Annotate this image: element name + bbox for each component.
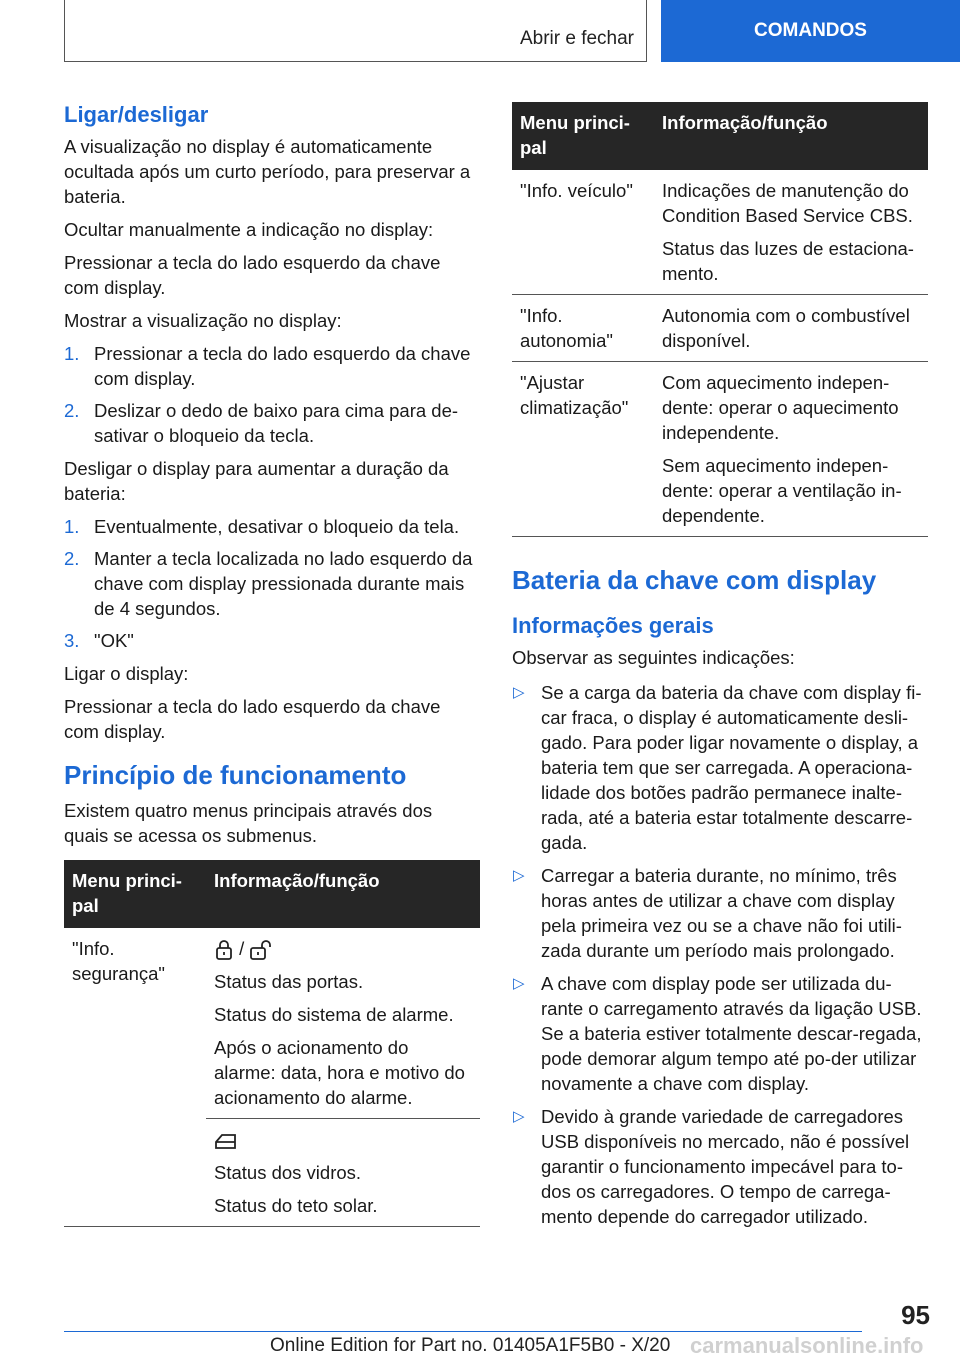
header-section-title: Abrir e fechar (519, 28, 634, 49)
list-text: Devido à grande variedade de carregadores USB disponíveis no mercado, não é possível garantir o funcionamento impecável para to-dos os carregadores. O tempo de carrega-mento depende do carregador utilizado. (541, 1106, 910, 1227)
list-number: 2. (64, 400, 80, 421)
icon-separator: / (239, 938, 245, 959)
bullet-triangle-icon: ▷ (513, 684, 525, 701)
table-row (64, 928, 480, 1119)
paragraph: Existem quatro menus principais através dos quais se acessa os submenus. (64, 800, 433, 846)
list-item (64, 398, 480, 448)
table-cell-menu: "Info. segurança" (72, 938, 165, 984)
list-item (512, 971, 928, 1096)
header-chapter-tab: COMANDOS (661, 0, 960, 62)
window-icon-line (214, 1127, 472, 1152)
list-text: Deslizar o dedo de baixo para cima para de-sativar o bloqueio da tecla. (94, 400, 459, 446)
bullet-triangle-icon: ▷ (513, 867, 525, 884)
info-line: Status das luzes de estaciona-mento. (662, 238, 914, 284)
table-cell-info (654, 170, 928, 295)
list-text: "OK" (94, 630, 134, 651)
info-line: Indicações de manutenção do Condition Based Service CBS. (662, 180, 913, 226)
paragraph: Ocultar manualmente a indicação no display: (64, 219, 434, 240)
table-header-info: Informação/função (654, 102, 928, 170)
info-line: Status do sistema de alarme. (214, 1004, 454, 1026)
bullet-triangle-icon: ▷ (513, 975, 525, 992)
menu-table-left (64, 860, 480, 1227)
list-number: 3. (64, 630, 80, 651)
list-item (512, 1104, 928, 1229)
footer-edition: Online Edition for Part no. 01405A1F5B0 - X/20 (270, 1335, 671, 1356)
bullet-list (512, 680, 928, 1229)
heading-bateria-chave: Bateria da chave com display (512, 565, 877, 595)
paragraph: Observar as seguintes indicações: (512, 647, 795, 668)
info-line: Status das portas. (214, 971, 364, 993)
numbered-list-show-display (64, 341, 480, 448)
list-item (64, 341, 480, 391)
list-number: 1. (64, 343, 80, 364)
list-text: Carregar a bateria durante, no mínimo, três horas antes de utilizar a chave com display pela primeira vez ou se a chave não foi utili-zada durante um período mais prolongado. (541, 865, 902, 961)
list-item (512, 863, 928, 963)
table-cell-info (654, 295, 928, 362)
list-item (64, 514, 480, 539)
table-header-row (64, 860, 480, 928)
table-cell-menu: "Info. autonomia" (512, 295, 654, 362)
list-number: 1. (64, 516, 80, 537)
table-cell-menu: "Ajustar climatização" (512, 362, 654, 537)
table-row (512, 170, 928, 295)
bullet-triangle-icon: ▷ (513, 1108, 525, 1125)
heading-informacoes-gerais: Informações gerais (512, 613, 714, 638)
list-text: A chave com display pode ser utilizada du-rante o carregamento através da ligação USB. Se a bateria estiver totalmente descar-regada, pode demorar algum tempo até po-der utilizar novamente a chave com display. (541, 973, 922, 1094)
paragraph: Ligar o display: (64, 663, 189, 684)
paragraph: Pressionar a tecla do lado esquerdo da chave com display. (64, 696, 441, 742)
list-item (64, 628, 480, 653)
list-item (512, 680, 928, 855)
door-open-icon (249, 938, 275, 959)
table-header-info: Informação/função (206, 860, 480, 928)
page-number: 95 (901, 1300, 930, 1330)
table-row (64, 1119, 480, 1227)
watermark: carmanualsonline.info (690, 1333, 924, 1358)
list-text: Eventualmente, desativar o bloqueio da tela. (94, 516, 460, 537)
table-cell-info (206, 928, 480, 1119)
info-line: Autonomia com o combustível disponível. (662, 305, 910, 351)
list-number: 2. (64, 548, 80, 569)
info-line: Status dos vidros. (214, 1162, 362, 1184)
door-closed-icon (214, 938, 234, 959)
list-text: Pressionar a tecla do lado esquerdo da chave com display. (94, 343, 471, 389)
table-cell-info (206, 1119, 480, 1227)
car-window-icon (214, 1129, 238, 1150)
table-row (512, 295, 928, 362)
paragraph: A visualização no display é automaticamente ocultada após um curto período, para preservar a bateria. (64, 136, 471, 207)
table-row (512, 362, 928, 537)
info-line: Após o acionamento do alarme: data, hora e motivo do acionamento do alarme. (214, 1037, 465, 1109)
table-cell-info (654, 362, 928, 537)
heading-ligar-desligar: Ligar/desligar (64, 102, 209, 127)
menu-table-right (512, 102, 928, 537)
table-cell-menu-empty (64, 1119, 206, 1227)
table-cell-menu: "Info. veículo" (512, 170, 654, 295)
list-text: Manter a tecla localizada no lado esquerdo da chave com display pressionada durante mais de 4 segundos. (94, 548, 473, 619)
table-header-row (512, 102, 928, 170)
numbered-list-switch-off (64, 514, 480, 653)
list-text: Se a carga da bateria da chave com display fi-car fraca, o display é automaticamente desli-gado. Para poder ligar novamente o display, a bateria tem que ser carregada. A operaciona-lidade dos botões padrão permanece inalte-rada, até a bateria estar totalmente descarre-gada. (541, 682, 922, 853)
heading-principio-funcionamento: Princípio de funcionamento (64, 760, 407, 790)
info-line: Com aquecimento indepen-dente: operar o aquecimento independente. (662, 372, 899, 443)
footer-divider (64, 1331, 862, 1332)
paragraph: Pressionar a tecla do lado esquerdo da chave com display. (64, 252, 441, 298)
paragraph: Mostrar a visualização no display: (64, 310, 342, 331)
right-column (512, 102, 928, 1237)
left-column (64, 100, 480, 1227)
info-line: Status do teto solar. (214, 1195, 378, 1217)
table-header-menu: Menu princi-pal (512, 102, 654, 170)
info-line: Sem aquecimento indepen-dente: operar a ventilação in-dependente. (662, 455, 902, 526)
paragraph: Desligar o display para aumentar a duração da bateria: (64, 458, 449, 504)
list-item (64, 546, 480, 621)
table-header-menu: Menu princi-pal (64, 860, 206, 928)
door-icons-line (214, 936, 472, 961)
